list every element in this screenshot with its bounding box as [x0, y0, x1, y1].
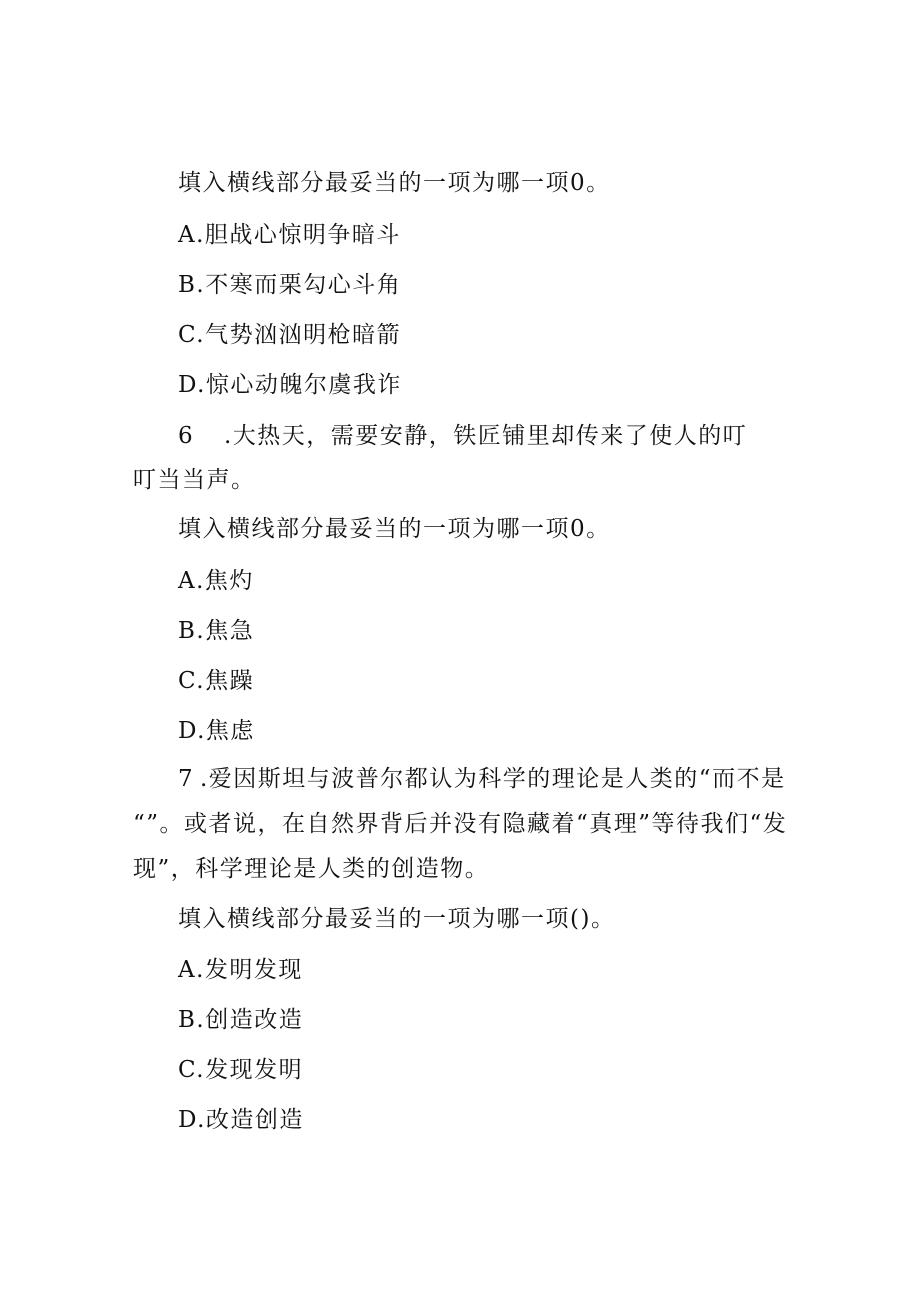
option-a: A.发明发现 — [178, 957, 303, 983]
question-7-line-3: 现”，科学理论是人类的创造物。 — [133, 856, 490, 882]
question-6-prompt: 填入横线部分最妥当的一项为哪一项0。 — [178, 516, 611, 542]
option-c: C.发现发明 — [178, 1057, 304, 1083]
question-7-line-2: “”。或者说，在自然界背后并没有隐藏着“真理”等待我们“发 — [133, 811, 788, 837]
option-c: C.焦躁 — [178, 668, 255, 694]
question-number: 6 — [178, 423, 195, 449]
option-c: C.气势汹汹明枪暗箭 — [178, 322, 402, 348]
question-5-prompt: 填入横线部分最妥当的一项为哪一项0。 — [178, 170, 611, 196]
option-a: A.胆战心惊明争暗斗 — [178, 222, 401, 248]
option-a: A.焦灼 — [178, 568, 254, 594]
option-d: D.改造创造 — [178, 1107, 304, 1133]
question-7-prompt: 填入横线部分最妥当的一项为哪一项()。 — [178, 906, 616, 932]
option-d: D.焦虑 — [178, 718, 255, 744]
question-6-line-2: 叮当当声。 — [133, 467, 256, 493]
question-6-line-1 — [178, 421, 747, 451]
option-d: D.惊心动魄尔虞我诈 — [178, 372, 402, 398]
option-b: B.焦急 — [178, 618, 255, 644]
option-b: B.创造改造 — [178, 1007, 304, 1033]
question-text: .爱因斯坦与波普尔都认为科学的理论是人类的“而不是 — [200, 766, 786, 792]
option-b: B.不寒而栗勾心斗角 — [178, 272, 402, 298]
question-number: 7 — [178, 766, 195, 792]
question-7-line-1 — [178, 764, 786, 794]
question-text: .大热天，需要安静，铁匠铺里却传来了使人的叮 — [224, 423, 748, 449]
